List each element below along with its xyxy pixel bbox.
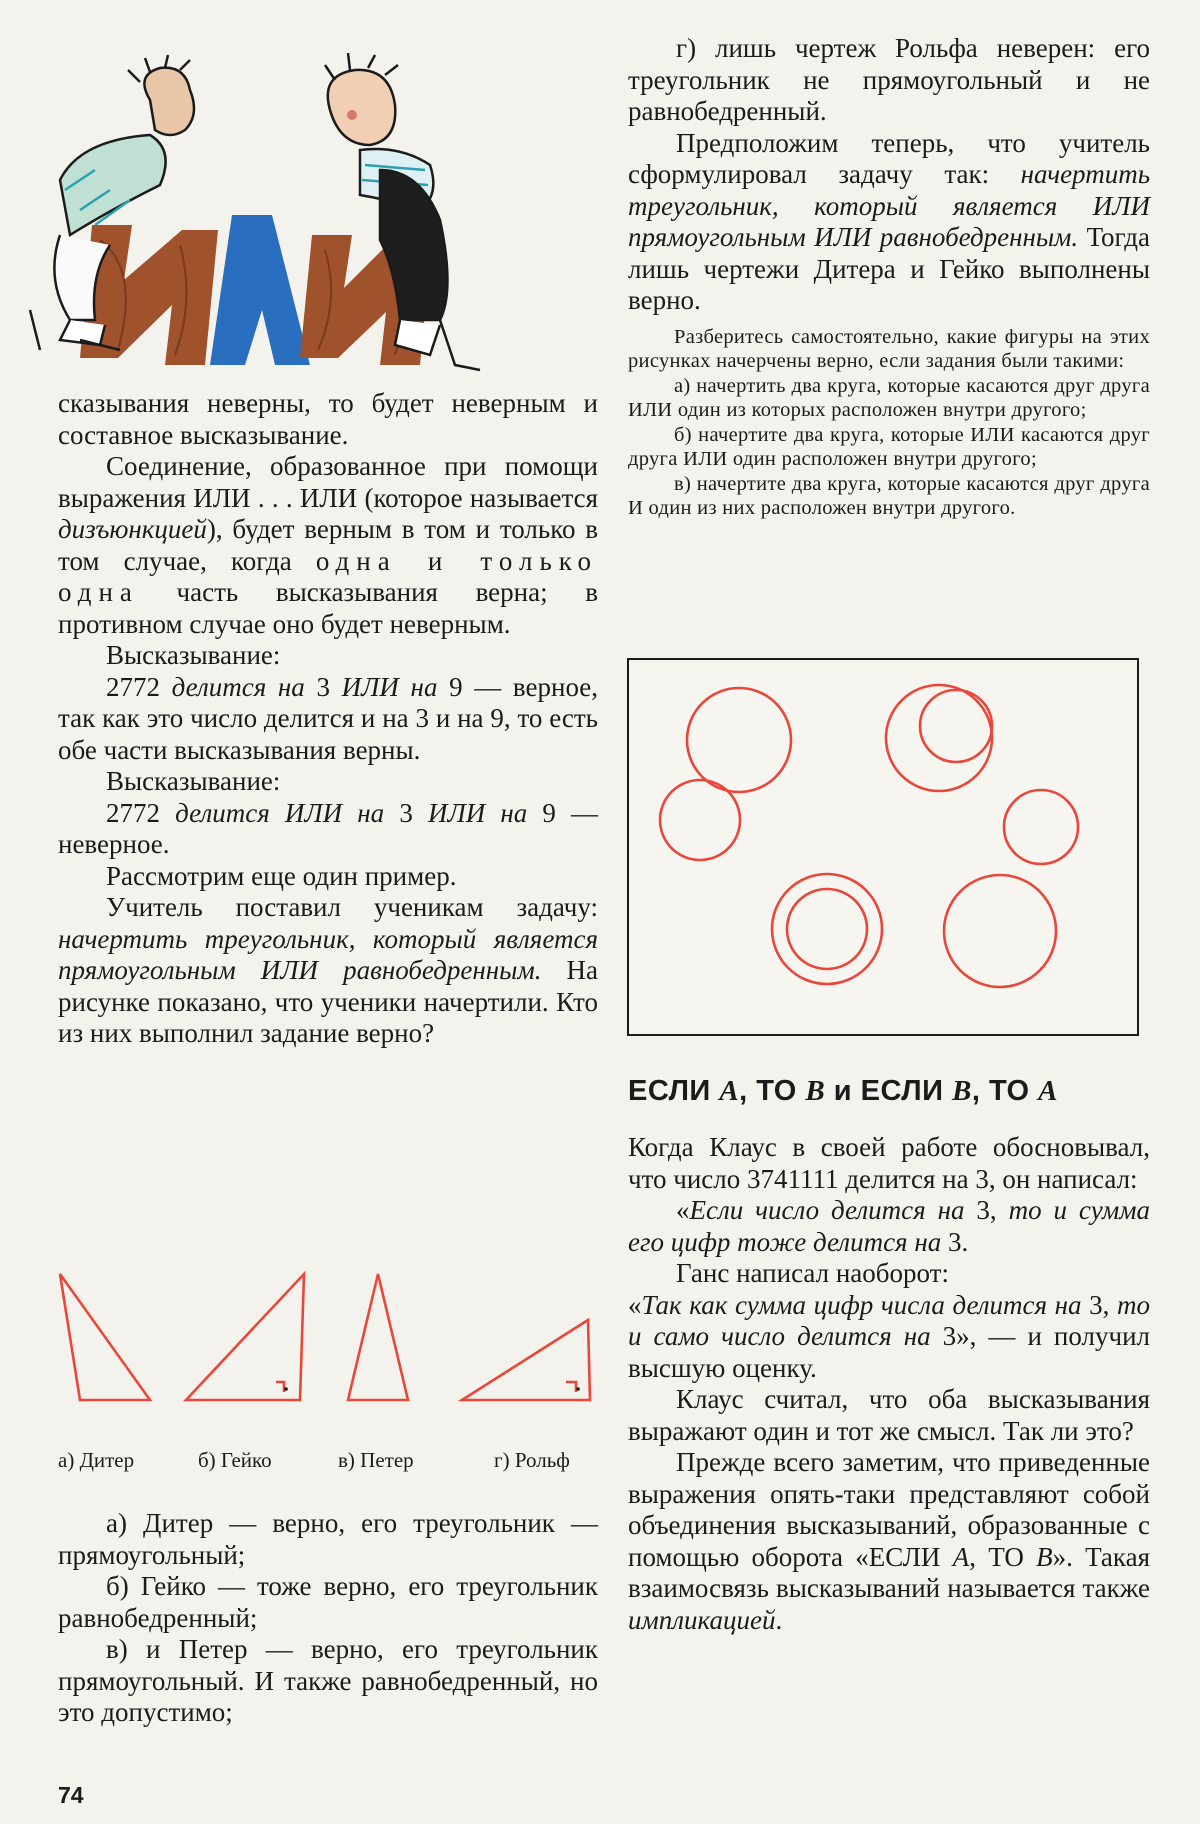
circle-pair3-inner: [787, 889, 867, 969]
label-peter: в) Петер: [338, 1448, 414, 1472]
circle-pair3-outer: [772, 874, 882, 984]
text-fragment: Тогда лишь чертежи Дитера и Гейко выполнены верно.: [628, 222, 1150, 315]
text-fragment: 3,: [1081, 1289, 1118, 1320]
right-text-block-1: [628, 33, 1150, 521]
triangles-svg: [58, 1262, 598, 1412]
paragraph-disjunction-definition: [58, 451, 598, 640]
text-fragment: 2772: [106, 671, 172, 702]
label-geiko: б) Гейко: [198, 1448, 272, 1472]
circle-pair2-inner: [920, 690, 992, 762]
text-fragment: ». Такая взаимосвязь высказываний называется также: [628, 1541, 1150, 1603]
circle-single-large: [944, 875, 1056, 987]
exercise-a: а) начертить два круга, которые касаются друг друга ИЛИ один из которых расположен внутри другого;: [628, 374, 1150, 421]
circles-svg: [629, 660, 1137, 1034]
answer-b: б) Гейко — тоже верно, его треугольник равнобедренный;: [58, 1571, 598, 1633]
text-fragment: Соединение, образованное при помощи выражения ИЛИ . . . ИЛИ (которое называется: [58, 451, 598, 513]
term-implication: импликацией: [628, 1604, 776, 1635]
answer-d: г) лишь чертеж Рольфа неверен: его треугольник не прямоугольный и не равнобедренный.: [628, 33, 1150, 126]
heading-letter: В: [805, 1075, 826, 1107]
spaced-emphasis: одна и только одна: [58, 545, 599, 607]
circle-pair1-small: [660, 780, 740, 860]
italic-fragment: то и само число делится на: [628, 1289, 1151, 1351]
text-fragment: 3»,: [930, 1321, 977, 1351]
heading-word: , ТО: [971, 1075, 1039, 1107]
statement-2: [58, 798, 598, 861]
heading-word: и ЕСЛИ: [825, 1075, 952, 1107]
statement-1: [58, 672, 598, 767]
circle-single-small: [1004, 790, 1078, 864]
text-fragment: часть высказывания верна; в противном случае оно будет неверным.: [58, 577, 598, 639]
text-fragment: 9 — неверное.: [58, 797, 599, 859]
triangle-dieter: [60, 1274, 150, 1400]
text-fragment: .: [775, 1604, 783, 1635]
triangle-labels: [58, 1448, 603, 1478]
quote-mark: «: [628, 1289, 642, 1320]
right-angle-mark-rolf: [566, 1382, 576, 1392]
quote-hans: [628, 1290, 1150, 1385]
circle-pair1-large: [687, 688, 791, 792]
left-text-block-1: [58, 388, 598, 1050]
italic-task: начертить треугольник, который является прямоугольным ИЛИ равнобедренным.: [58, 923, 598, 985]
answer-c: в) и Петер — верно, его треугольник прямоугольный. И также равнобедренный, но это допустимо;: [58, 1634, 598, 1727]
statement-1-label: Высказывание:: [106, 640, 281, 670]
italic-fragment: ИЛИ на: [427, 797, 528, 828]
heading-letter: В: [952, 1075, 972, 1107]
right-text-block-2: [628, 1132, 1150, 1636]
text-fragment: 2772: [106, 797, 176, 828]
text-fragment: Предположим теперь, что учитель сформулировал задачу так:: [628, 127, 1150, 189]
text-fragment: 3,: [964, 1195, 1009, 1225]
quote-mark: «: [676, 1195, 690, 1225]
heading-word: , ТО: [739, 1075, 806, 1107]
paragraph-teacher-task: [58, 892, 598, 1050]
heading-word: ЕСЛИ: [628, 1075, 720, 1107]
answers-block: [58, 1508, 598, 1729]
paragraph-disjunction-end: сказывания неверны, то будет неверным и составное высказывание.: [58, 388, 598, 450]
text-fragment: Прежде всего заметим, что приведенные выражения опять-таки представляют собой объединения высказываний, образованные с помощью оборота «ЕСЛИ: [628, 1447, 1150, 1572]
text-fragment: На рисунке показано, что ученики начертили. Кто из них выполнил задание верно?: [58, 955, 598, 1048]
label-rolf: г) Рольф: [494, 1448, 570, 1472]
italic-fragment: делится на: [171, 671, 305, 702]
statement-2-label: Высказывание:: [106, 766, 281, 796]
right-angle-mark-geiko: [276, 1382, 284, 1392]
heading-letter: А: [1038, 1075, 1058, 1107]
italic-fragment: то и сумма его цифр тоже делится на: [628, 1195, 1150, 1257]
paragraph-implication: [628, 1447, 1150, 1636]
italic-fragment: Так как сумма цифр числа делится на: [641, 1289, 1082, 1320]
italic-fragment: Если число делится на: [689, 1195, 965, 1225]
italic-fragment: делится ИЛИ на: [175, 797, 385, 828]
angle-dot: [576, 1387, 580, 1391]
paragraph-klaus-thought: Клаус считал, что оба высказывания выражают один и тот же смысл. Так ли это?: [628, 1384, 1150, 1446]
label-dieter: а) Дитер: [58, 1448, 135, 1472]
triangle-peter: [348, 1274, 408, 1400]
illustration-boys-or: [0, 20, 540, 400]
text-fragment: , ТО: [969, 1541, 1037, 1572]
term-disjunction: дизъюнкцией: [58, 514, 207, 544]
triangles-figure: [58, 1262, 598, 1412]
section-heading-implication: [628, 1075, 1150, 1108]
exercise-intro: Разберитесь самостоятельно, какие фигуры на этих рисунках начерчены верно, если задания были такими:: [628, 325, 1150, 372]
italic-task: начертить треугольник, который является ИЛИ прямоугольным ИЛИ равнобедренным.: [628, 159, 1150, 252]
paragraph-another-example: Рассмотрим еще один пример.: [106, 860, 457, 891]
text-fragment: ), будет верным в том и только в том случае, когда: [58, 514, 598, 576]
italic-letter: В: [1036, 1541, 1053, 1572]
exercise-b: б) начертите два круга, которые ИЛИ касаются друг друга ИЛИ один расположен внутри другого;: [628, 423, 1150, 470]
paragraph-new-task: [628, 128, 1150, 317]
text-fragment: — и получил высшую оценку.: [628, 1321, 1150, 1383]
italic-fragment: ИЛИ на: [341, 671, 438, 702]
text-fragment: 3: [384, 797, 428, 828]
text-fragment: Учитель поставил ученикам задачу:: [106, 892, 598, 922]
paragraph-klaus: Когда Клаус в своей работе обосновывал, что число 3741111 делится на 3, он написал:: [628, 1132, 1150, 1194]
answer-a: а) Дитер — верно, его треугольник — прямоугольный;: [58, 1508, 598, 1570]
circles-figure: [627, 658, 1139, 1036]
quote-klaus: [628, 1195, 1150, 1258]
text-fragment: 3.: [941, 1226, 969, 1257]
italic-letter: А: [952, 1541, 970, 1572]
page-number: 74: [58, 1782, 84, 1808]
angle-dot: [284, 1387, 288, 1391]
triangle-geiko: [186, 1274, 304, 1400]
paragraph-hans: Ганс написал наоборот:: [676, 1258, 949, 1288]
heading-letter: А: [719, 1075, 740, 1107]
text-fragment: 3: [304, 671, 342, 702]
text-fragment: 9 — верное, так как это число делится и на 3 и на 9, то есть обе части высказывания верны.: [58, 671, 599, 765]
boys-illustration-image: [0, 20, 540, 400]
circle-pair2-outer: [886, 685, 992, 791]
exercise-c: в) начертите два круга, которые касаются друг друга И один из них расположен внутри другого.: [628, 472, 1150, 519]
triangle-rolf: [462, 1320, 590, 1400]
